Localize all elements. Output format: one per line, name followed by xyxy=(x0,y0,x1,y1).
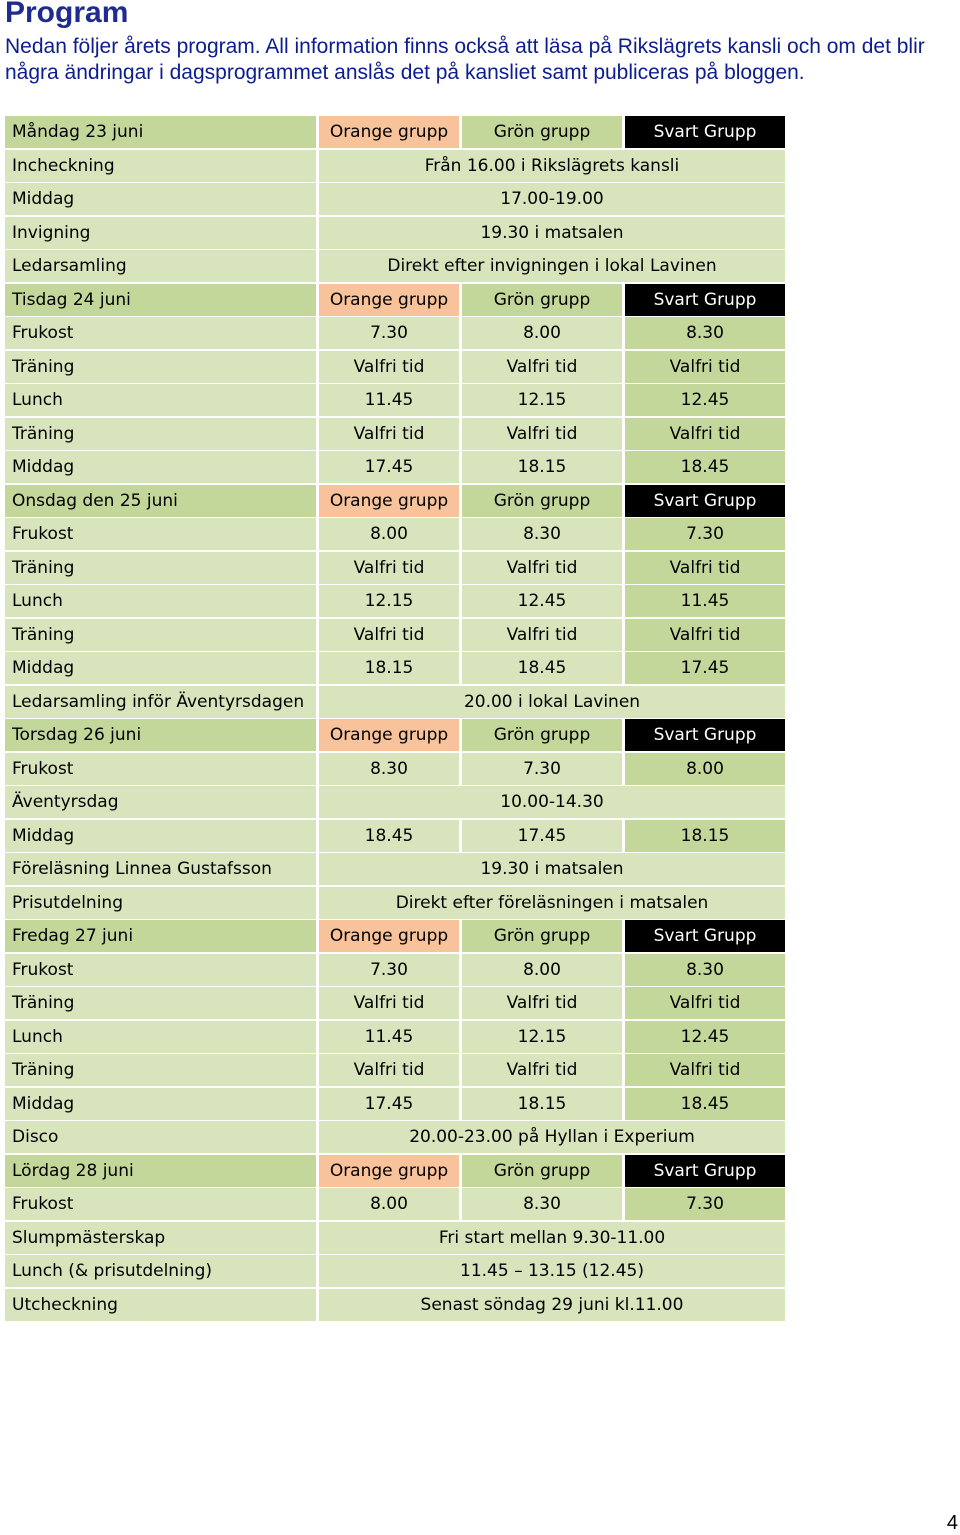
schedule-row xyxy=(5,1021,785,1053)
activity-label: Middag xyxy=(5,820,316,852)
schedule-row xyxy=(5,585,785,617)
orange-group-cell: 17.45 xyxy=(319,451,459,483)
black-group-cell: 12.45 xyxy=(625,384,785,416)
activity-label: Lunch (& prisutdelning) xyxy=(5,1255,316,1287)
all-groups-cell: 19.30 i matsalen xyxy=(319,217,785,249)
activity-label: Frukost xyxy=(5,317,316,349)
schedule-row xyxy=(5,351,785,383)
orange-group-cell: Valfri tid xyxy=(319,351,459,383)
orange-group-cell: Valfri tid xyxy=(319,1054,459,1086)
activity-label: Ledarsamling inför Äventyrsdagen xyxy=(5,686,316,718)
black-group-cell: Valfri tid xyxy=(625,1054,785,1086)
black-group-header: Svart Grupp xyxy=(625,719,785,751)
black-group-header: Svart Grupp xyxy=(625,485,785,517)
orange-group-cell: Valfri tid xyxy=(319,552,459,584)
green-group-cell: Valfri tid xyxy=(462,351,622,383)
schedule-row xyxy=(5,1054,785,1086)
day-label: Lördag 28 juni xyxy=(5,1155,316,1187)
schedule-row xyxy=(5,150,785,182)
all-groups-cell: 10.00-14.30 xyxy=(319,786,785,818)
black-group-cell: Valfri tid xyxy=(625,418,785,450)
green-group-header: Grön grupp xyxy=(462,485,622,517)
activity-label: Frukost xyxy=(5,1188,316,1220)
day-label: Måndag 23 juni xyxy=(5,116,316,148)
orange-group-cell: 11.45 xyxy=(319,1021,459,1053)
schedule-row xyxy=(5,686,785,718)
schedule-row xyxy=(5,619,785,651)
schedule-row xyxy=(5,954,785,986)
schedule-row xyxy=(5,820,785,852)
activity-label: Middag xyxy=(5,183,316,215)
activity-label: Lunch xyxy=(5,1021,316,1053)
black-group-cell: 8.30 xyxy=(625,317,785,349)
green-group-cell: Valfri tid xyxy=(462,552,622,584)
green-group-cell: 18.15 xyxy=(462,1088,622,1120)
activity-label: Prisutdelning xyxy=(5,887,316,919)
black-group-cell: Valfri tid xyxy=(625,619,785,651)
black-group-header: Svart Grupp xyxy=(625,920,785,952)
black-group-header: Svart Grupp xyxy=(625,1155,785,1187)
orange-group-cell: 11.45 xyxy=(319,384,459,416)
activity-label: Föreläsning Linnea Gustafsson xyxy=(5,853,316,885)
black-group-header: Svart Grupp xyxy=(625,284,785,316)
green-group-cell: Valfri tid xyxy=(462,619,622,651)
day-label: Fredag 27 juni xyxy=(5,920,316,952)
orange-group-cell: Valfri tid xyxy=(319,987,459,1019)
green-group-cell: Valfri tid xyxy=(462,418,622,450)
green-group-cell: Valfri tid xyxy=(462,1054,622,1086)
day-header-row xyxy=(5,719,785,751)
green-group-header: Grön grupp xyxy=(462,920,622,952)
green-group-cell: 12.45 xyxy=(462,585,622,617)
green-group-header: Grön grupp xyxy=(462,284,622,316)
schedule-row xyxy=(5,384,785,416)
orange-group-cell: 8.30 xyxy=(319,753,459,785)
green-group-cell: 18.45 xyxy=(462,652,622,684)
schedule-row xyxy=(5,786,785,818)
all-groups-cell: Direkt efter invigningen i lokal Lavinen xyxy=(319,250,785,282)
all-groups-cell: 17.00-19.00 xyxy=(319,183,785,215)
activity-label: Träning xyxy=(5,619,316,651)
activity-label: Incheckning xyxy=(5,150,316,182)
black-group-cell: 7.30 xyxy=(625,518,785,550)
day-header-row xyxy=(5,920,785,952)
green-group-cell: 12.15 xyxy=(462,1021,622,1053)
green-group-header: Grön grupp xyxy=(462,719,622,751)
schedule-row xyxy=(5,317,785,349)
activity-label: Slumpmästerskap xyxy=(5,1222,316,1254)
orange-group-header: Orange grupp xyxy=(319,284,459,316)
activity-label: Träning xyxy=(5,351,316,383)
activity-label: Middag xyxy=(5,652,316,684)
all-groups-cell: 20.00 i lokal Lavinen xyxy=(319,686,785,718)
all-groups-cell: Från 16.00 i Rikslägrets kansli xyxy=(319,150,785,182)
day-header-row xyxy=(5,1155,785,1187)
schedule-table xyxy=(5,116,785,1322)
schedule-row xyxy=(5,1255,785,1287)
schedule-row xyxy=(5,1121,785,1153)
schedule-row xyxy=(5,887,785,919)
orange-group-cell: Valfri tid xyxy=(319,619,459,651)
orange-group-header: Orange grupp xyxy=(319,1155,459,1187)
activity-label: Invigning xyxy=(5,217,316,249)
all-groups-cell: Direkt efter föreläsningen i matsalen xyxy=(319,887,785,919)
activity-label: Ledarsamling xyxy=(5,250,316,282)
schedule-row xyxy=(5,250,785,282)
green-group-header: Grön grupp xyxy=(462,116,622,148)
orange-group-header: Orange grupp xyxy=(319,719,459,751)
orange-group-header: Orange grupp xyxy=(319,116,459,148)
schedule-row xyxy=(5,183,785,215)
day-header-row xyxy=(5,485,785,517)
black-group-cell: 18.45 xyxy=(625,1088,785,1120)
activity-label: Disco xyxy=(5,1121,316,1153)
green-group-cell: 18.15 xyxy=(462,451,622,483)
day-label: Onsdag den 25 juni xyxy=(5,485,316,517)
green-group-cell: 8.30 xyxy=(462,518,622,550)
schedule-row xyxy=(5,217,785,249)
day-header-row xyxy=(5,284,785,316)
orange-group-header: Orange grupp xyxy=(319,920,459,952)
orange-group-cell: 17.45 xyxy=(319,1088,459,1120)
orange-group-cell: 18.45 xyxy=(319,820,459,852)
black-group-cell: 18.45 xyxy=(625,451,785,483)
black-group-cell: Valfri tid xyxy=(625,987,785,1019)
black-group-cell: 7.30 xyxy=(625,1188,785,1220)
activity-label: Middag xyxy=(5,451,316,483)
orange-group-cell: 7.30 xyxy=(319,317,459,349)
orange-group-cell: 18.15 xyxy=(319,652,459,684)
schedule-row xyxy=(5,518,785,550)
schedule-row xyxy=(5,853,785,885)
black-group-cell: 11.45 xyxy=(625,585,785,617)
activity-label: Middag xyxy=(5,1088,316,1120)
schedule-row xyxy=(5,1088,785,1120)
orange-group-cell: 7.30 xyxy=(319,954,459,986)
green-group-cell: 8.30 xyxy=(462,1188,622,1220)
page-number: 4 xyxy=(946,1512,958,1534)
black-group-cell: 8.30 xyxy=(625,954,785,986)
black-group-cell: 8.00 xyxy=(625,753,785,785)
orange-group-cell: 8.00 xyxy=(319,1188,459,1220)
green-group-cell: Valfri tid xyxy=(462,987,622,1019)
schedule-row xyxy=(5,451,785,483)
schedule-row xyxy=(5,987,785,1019)
day-label: Torsdag 26 juni xyxy=(5,719,316,751)
schedule-row xyxy=(5,1289,785,1321)
schedule-row xyxy=(5,552,785,584)
green-group-cell: 12.15 xyxy=(462,384,622,416)
activity-label: Träning xyxy=(5,1054,316,1086)
activity-label: Frukost xyxy=(5,753,316,785)
activity-label: Utcheckning xyxy=(5,1289,316,1321)
activity-label: Träning xyxy=(5,987,316,1019)
activity-label: Frukost xyxy=(5,518,316,550)
orange-group-header: Orange grupp xyxy=(319,485,459,517)
schedule-row xyxy=(5,652,785,684)
schedule-row xyxy=(5,1222,785,1254)
day-header-row xyxy=(5,116,785,148)
black-group-cell: 17.45 xyxy=(625,652,785,684)
day-label: Tisdag 24 juni xyxy=(5,284,316,316)
schedule-row xyxy=(5,1188,785,1220)
all-groups-cell: 19.30 i matsalen xyxy=(319,853,785,885)
schedule-row xyxy=(5,753,785,785)
all-groups-cell: 11.45 – 13.15 (12.45) xyxy=(319,1255,785,1287)
intro-paragraph: Nedan följer årets program. All information finns också att läsa på Rikslägrets kansli och om det blir några ändringar i dagsprogrammet anslås det på kansliet samt publiceras på bloggen. xyxy=(5,35,925,84)
black-group-cell: Valfri tid xyxy=(625,351,785,383)
activity-label: Äventyrsdag xyxy=(5,786,316,818)
page-title: Program xyxy=(5,0,129,29)
green-group-cell: 8.00 xyxy=(462,317,622,349)
activity-label: Lunch xyxy=(5,384,316,416)
green-group-cell: 8.00 xyxy=(462,954,622,986)
all-groups-cell: Senast söndag 29 juni kl.11.00 xyxy=(319,1289,785,1321)
green-group-cell: 7.30 xyxy=(462,753,622,785)
black-group-cell: 12.45 xyxy=(625,1021,785,1053)
activity-label: Träning xyxy=(5,418,316,450)
black-group-header: Svart Grupp xyxy=(625,116,785,148)
orange-group-cell: 12.15 xyxy=(319,585,459,617)
black-group-cell: Valfri tid xyxy=(625,552,785,584)
all-groups-cell: Fri start mellan 9.30-11.00 xyxy=(319,1222,785,1254)
black-group-cell: 18.15 xyxy=(625,820,785,852)
all-groups-cell: 20.00-23.00 på Hyllan i Experium xyxy=(319,1121,785,1153)
activity-label: Lunch xyxy=(5,585,316,617)
green-group-cell: 17.45 xyxy=(462,820,622,852)
orange-group-cell: 8.00 xyxy=(319,518,459,550)
green-group-header: Grön grupp xyxy=(462,1155,622,1187)
activity-label: Frukost xyxy=(5,954,316,986)
orange-group-cell: Valfri tid xyxy=(319,418,459,450)
activity-label: Träning xyxy=(5,552,316,584)
schedule-row xyxy=(5,418,785,450)
